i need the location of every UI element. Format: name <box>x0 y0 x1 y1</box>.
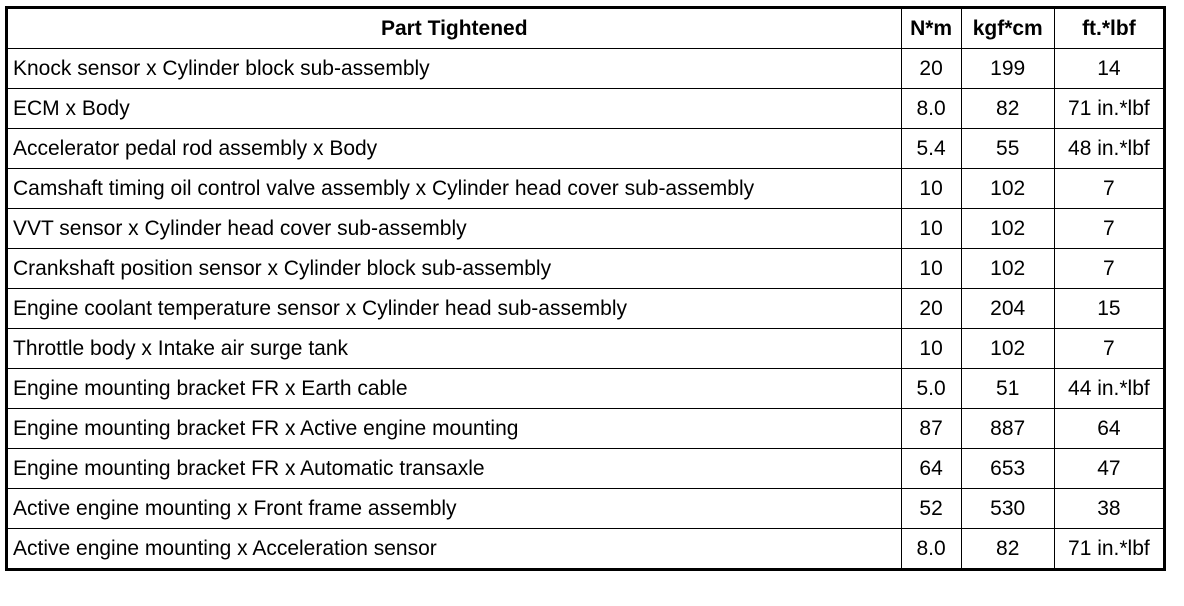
part-cell: Engine mounting bracket FR x Automatic transaxle <box>7 449 902 489</box>
kgf-cell: 204 <box>961 289 1054 329</box>
ft-cell: 7 <box>1054 249 1164 289</box>
part-cell: VVT sensor x Cylinder head cover sub-assembly <box>7 209 902 249</box>
table-row <box>7 169 1165 209</box>
torque-specification-table <box>5 6 1166 571</box>
header-kgf-cm: kgf*cm <box>961 8 1054 49</box>
header-ft-lbf: ft.*lbf <box>1054 8 1164 49</box>
part-cell: Crankshaft position sensor x Cylinder block sub-assembly <box>7 249 902 289</box>
table-row <box>7 249 1165 289</box>
ft-cell: 71 in.*lbf <box>1054 89 1164 129</box>
kgf-cell: 102 <box>961 249 1054 289</box>
part-cell: Active engine mounting x Front frame assembly <box>7 489 902 529</box>
kgf-cell: 102 <box>961 169 1054 209</box>
nm-cell: 5.0 <box>901 369 961 409</box>
ft-cell: 14 <box>1054 49 1164 89</box>
nm-cell: 10 <box>901 329 961 369</box>
kgf-cell: 82 <box>961 529 1054 570</box>
nm-cell: 64 <box>901 449 961 489</box>
nm-cell: 10 <box>901 249 961 289</box>
part-cell: Engine mounting bracket FR x Earth cable <box>7 369 902 409</box>
kgf-cell: 51 <box>961 369 1054 409</box>
table-row <box>7 129 1165 169</box>
kgf-cell: 653 <box>961 449 1054 489</box>
nm-cell: 10 <box>901 209 961 249</box>
table-row <box>7 329 1165 369</box>
header-part-tightened: Part Tightened <box>7 8 902 49</box>
nm-cell: 20 <box>901 289 961 329</box>
nm-cell: 8.0 <box>901 89 961 129</box>
table-row <box>7 49 1165 89</box>
nm-cell: 5.4 <box>901 129 961 169</box>
ft-cell: 38 <box>1054 489 1164 529</box>
nm-cell: 8.0 <box>901 529 961 570</box>
nm-cell: 20 <box>901 49 961 89</box>
nm-cell: 52 <box>901 489 961 529</box>
part-cell: Active engine mounting x Acceleration sensor <box>7 529 902 570</box>
table-row <box>7 529 1165 570</box>
ft-cell: 71 in.*lbf <box>1054 529 1164 570</box>
table-row <box>7 89 1165 129</box>
kgf-cell: 530 <box>961 489 1054 529</box>
ft-cell: 44 in.*lbf <box>1054 369 1164 409</box>
part-cell: Engine coolant temperature sensor x Cylinder head sub-assembly <box>7 289 902 329</box>
header-newton-meters: N*m <box>901 8 961 49</box>
part-cell: ECM x Body <box>7 89 902 129</box>
nm-cell: 87 <box>901 409 961 449</box>
kgf-cell: 102 <box>961 209 1054 249</box>
ft-cell: 64 <box>1054 409 1164 449</box>
ft-cell: 7 <box>1054 329 1164 369</box>
nm-cell: 10 <box>901 169 961 209</box>
table-row <box>7 369 1165 409</box>
part-cell: Engine mounting bracket FR x Active engine mounting <box>7 409 902 449</box>
table-row <box>7 409 1165 449</box>
part-cell: Knock sensor x Cylinder block sub-assembly <box>7 49 902 89</box>
part-cell: Accelerator pedal rod assembly x Body <box>7 129 902 169</box>
kgf-cell: 82 <box>961 89 1054 129</box>
kgf-cell: 199 <box>961 49 1054 89</box>
kgf-cell: 55 <box>961 129 1054 169</box>
ft-cell: 7 <box>1054 169 1164 209</box>
ft-cell: 48 in.*lbf <box>1054 129 1164 169</box>
part-cell: Camshaft timing oil control valve assembly x Cylinder head cover sub-assembly <box>7 169 902 209</box>
ft-cell: 7 <box>1054 209 1164 249</box>
kgf-cell: 887 <box>961 409 1054 449</box>
table-header-row <box>7 8 1165 49</box>
table-row <box>7 449 1165 489</box>
part-cell: Throttle body x Intake air surge tank <box>7 329 902 369</box>
table-row <box>7 209 1165 249</box>
table-row <box>7 289 1165 329</box>
kgf-cell: 102 <box>961 329 1054 369</box>
ft-cell: 15 <box>1054 289 1164 329</box>
table-row <box>7 489 1165 529</box>
ft-cell: 47 <box>1054 449 1164 489</box>
